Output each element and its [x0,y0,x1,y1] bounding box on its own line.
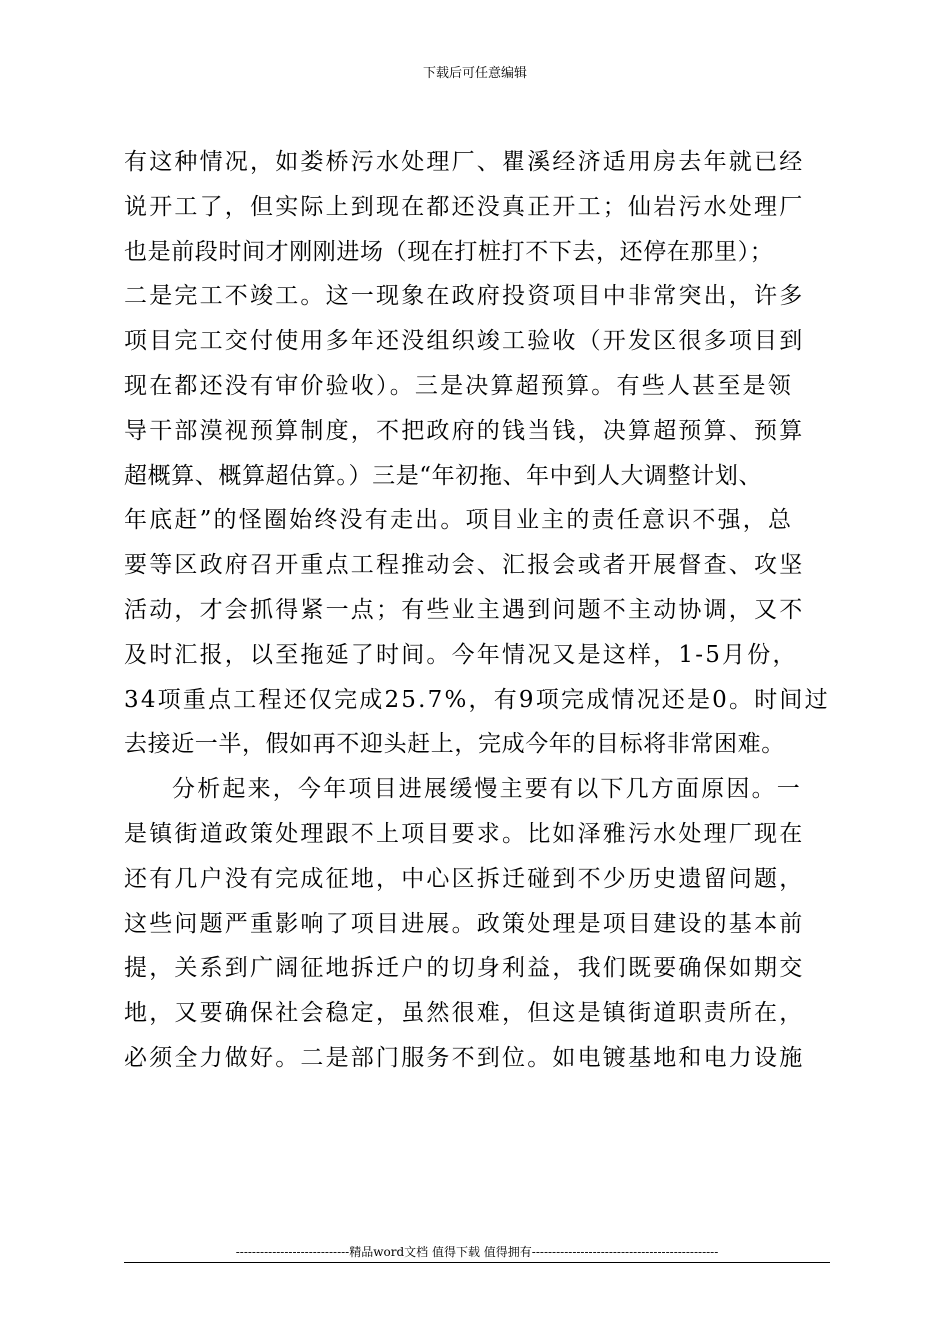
text-line: 还有几户没有完成征地，中心区拆迁碰到不少历史遗留问题， [124,865,805,892]
page-footer: ----------------------------精品word文档 值得下载 值得拥有---------------------------------------------- [235,1245,719,1259]
text-line: 二是完工不竣工。这一现象在政府投资项目中非常突出，许多 [124,283,805,310]
page-header: 下载后可任意编辑 [422,66,527,81]
text-line: 去接近一半，假如再不迎头赶上，完成今年的目标将非常困难。 [124,731,785,758]
text-line: 是镇街道政策处理跟不上项目要求。比如泽雅污水处理厂现在 [124,820,805,847]
text-line: 要等区政府召开重点工程推动会、汇报会或者开展督查、攻坚 [124,552,805,579]
text-line: 有这种情况，如娄桥污水处理厂、瞿溪经济适用房去年就已经 [124,149,805,175]
text-line: 提，关系到广阔征地拆迁户的切身利益，我们既要确保如期交 [124,955,805,982]
text-line: 必须全力做好。二是部门服务不到位。如电镀基地和电力设施 [124,1044,805,1071]
text-line: 地，又要确保社会稳定，虽然很难，但这是镇街道职责所在， [124,1000,805,1027]
text-line: 这些问题严重影响了项目进展。政策处理是项目建设的基本前 [124,910,805,937]
text-line: 说开工了，但实际上到现在都还没真正开工；仙岩污水处理厂 [124,193,805,220]
paragraph-2 [124,767,832,1081]
paragraph-1 [124,140,832,767]
text-line: 也是前段时间才刚刚进场（现在打桩打不下去，还停在那里）； [124,238,774,265]
text-line: 项目完工交付使用多年还没组织竣工验收（开发区很多项目到 [124,328,805,355]
text-line: 超概算、概算超估算。）三是“年初拖、年中到人大调整计划、 [124,462,763,489]
text-line: 年底赶”的怪圈始终没有走出。项目业主的责任意识不强，总 [124,507,794,534]
document-body [124,140,832,1081]
text-line: 及时汇报，以至拖延了时间。今年情况又是这样，1-5月份， [124,641,798,668]
text-line: 导干部漠视预算制度，不把政府的钱当钱，决算超预算、预算 [124,417,805,444]
text-line: 现在都还没有审价验收）。三是决算超预算。有些人甚至是领 [124,372,793,399]
footer-rule [124,1262,830,1263]
text-line: 34项重点工程还仅完成25.7%，有9项完成情况还是0。时间过 [124,686,830,713]
text-line: 活动，才会抓得紧一点；有些业主遇到问题不主动协调，又不 [124,596,805,623]
text-line: 分析起来，今年项目进展缓慢主要有以下几方面原因。一 [172,776,802,803]
